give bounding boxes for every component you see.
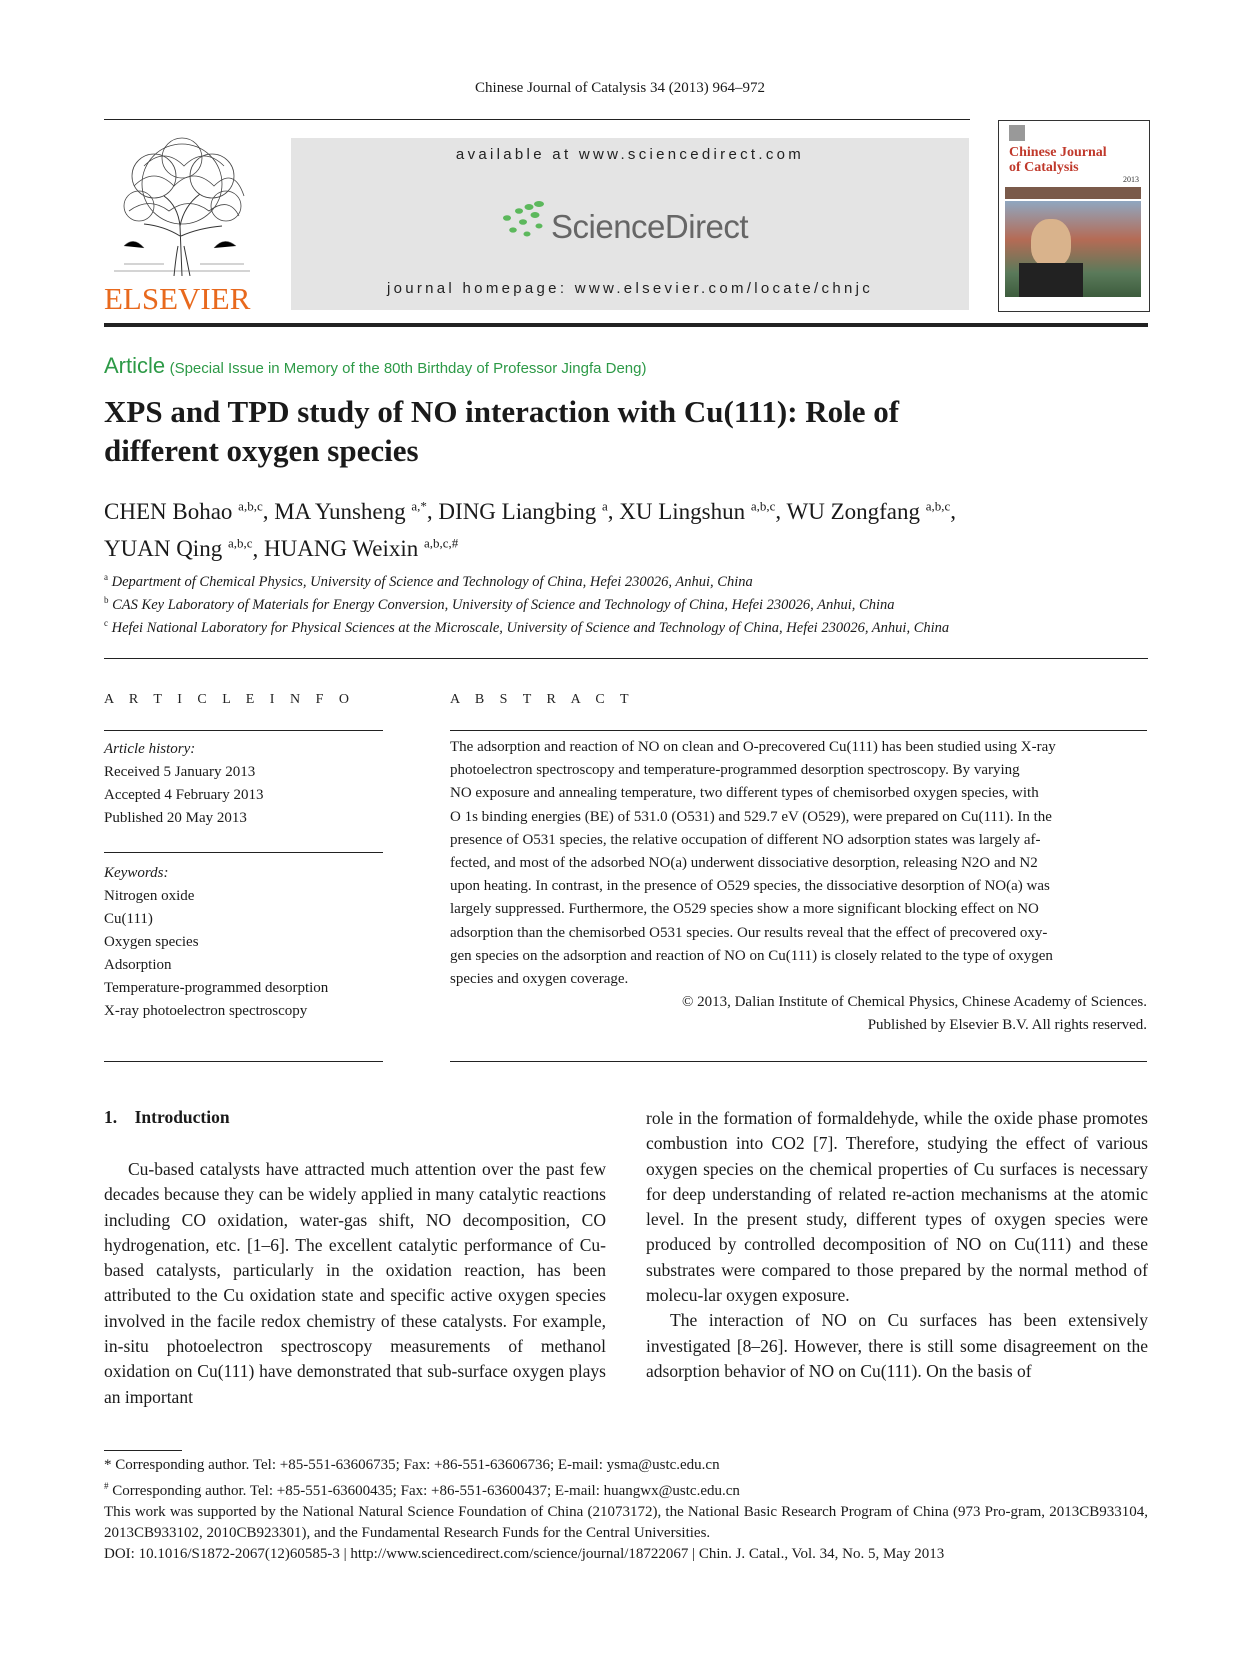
intro-paragraph-1-continued: role in the formation of formaldehyde, while the oxide phase promotes combustion into CO2 [7]. Therefore, studying the effect of various oxygen species on the chemical properties of Cu surfaces is necessary for deep understanding of related re-action mechanisms at the atomic level. In the present study, different types of oxygen species were produced by controlled decomposition of NO on Cu(111) and these substrates were compared to those prepared by the normal method of molecu-lar oxygen exposure.	[646, 1108, 1148, 1306]
header-rule	[104, 119, 970, 120]
body-left-column	[104, 1157, 606, 1410]
abstract-bottom-rule	[450, 1061, 1147, 1062]
cover-year: 2013	[1123, 175, 1139, 184]
introduction-heading: 1. Introduction	[104, 1107, 230, 1127]
journal-citation: Chinese Journal of Catalysis 34 (2013) 964–972	[475, 80, 765, 96]
affiliation-c: $^c$ Hefei National Laboratory for Physical Sciences at the Microscale, University of Science and Technology of China, Hefei 230026, Anhui, China	[104, 618, 950, 636]
article-info-heading: A R T I C L E I N F O	[104, 692, 355, 707]
intro-paragraph-1: Cu-based catalysts have attracted much attention over the past few decades because they can be widely applied in many catalytic reactions including CO oxidation, water-gas shift, NO decomposition, CO hydrogenation, etc. [1–6]. The excellent catalytic performance of Cu-based catalysts, particularly in the oxidation reaction, has been attributed to the Cu oxidation state and specific active oxygen species involved in the facile redox chemistry of these catalysts. For example, in-situ photoelectron spectroscopy measurements of methanol oxidation on Cu(111) have demonstrated that sub-surface oxygen plays an important	[104, 1159, 606, 1407]
corresponding-author-2: # Corresponding author. Tel: +85-551-63600435; Fax: +86-551-63600437; E-mail: huangwx@ustc.edu.cn	[104, 1481, 740, 1499]
header-thick-rule	[104, 323, 1148, 327]
affiliation-rule	[104, 658, 1148, 659]
elsevier-tree-logo	[104, 136, 260, 276]
accepted-date: Accepted 4 February 2013	[104, 787, 264, 803]
footnotes	[104, 1455, 1148, 1565]
special-issue-note: (Special Issue in Memory of the 80th Birthday of Professor Jingfa Deng)	[169, 360, 647, 377]
history-rule	[104, 852, 383, 853]
author-list: CHEN Bohao $^{a,b,c}$, MA Yunsheng $^{a,*}$, DING Liangbing $^a$, XU Lingshun $^{a,b,c}$, WU Zongfang $^{a,b,c}$, YUAN Qing $^{a,b,c}$, HUANG Weixin $^{a,b,c,\#}$	[104, 498, 957, 562]
author[interactable]: MA Yunsheng $^{a,*}$	[274, 498, 427, 524]
available-at-text[interactable]: available at www.sciencedirect.com	[455, 146, 805, 163]
author[interactable]: XU Lingshun $^{a,b,c}$	[619, 498, 776, 524]
article-info-rule	[104, 730, 383, 731]
keyword: Temperature-programmed desorption	[104, 980, 329, 996]
doi-line[interactable]: DOI: 10.1016/S1872-2067(12)60585-3 | http://www.sciencedirect.com/science/journal/18722067 | Chin. J. Catal., Vol. 34, No. 5, May 2013	[104, 1546, 945, 1562]
journal-cover-thumbnail	[998, 120, 1150, 312]
article-history	[104, 738, 384, 830]
abstract-heading: A B S T R A C T	[450, 692, 635, 707]
affiliation-b: $^b$ CAS Key Laboratory of Materials for Energy Conversion, University of Science and Technology of China, Hefei 230026, Anhui, China	[104, 595, 895, 613]
author[interactable]: CHEN Bohao $^{a,b,c}$	[104, 498, 263, 524]
history-label: Article history:	[104, 741, 196, 757]
intro-paragraph-2: The interaction of NO on Cu surfaces has been extensively investigated [8–26]. However, there is still some disagreement on the adsorption behavior of NO on Cu(111). On the basis of	[646, 1310, 1148, 1381]
article-type: Article	[104, 353, 166, 378]
author[interactable]: HUANG Weixin $^{a,b,c,\#}$	[264, 535, 459, 562]
keywords-label: Keywords:	[104, 865, 169, 881]
published-date: Published 20 May 2013	[104, 810, 247, 826]
affiliation-a: $^a$ Department of Chemical Physics, University of Science and Technology of China, Hefei 230026, Anhui, China	[104, 572, 753, 590]
cover-portrait-face	[1031, 219, 1071, 267]
author[interactable]: WU Zongfang $^{a,b,c}$	[786, 498, 951, 524]
keyword: Cu(111)	[104, 911, 153, 927]
cover-banner	[1005, 187, 1141, 199]
cover-logo	[1009, 125, 1025, 141]
cover-title: Chinese Journal of Catalysis	[1009, 145, 1107, 175]
keyword: Nitrogen oxide	[104, 888, 195, 904]
journal-homepage-text[interactable]: journal homepage: www.elsevier.com/locate/chnjc	[386, 280, 874, 297]
cover-portrait-suit	[1019, 263, 1083, 297]
sciencedirect-dots-icon	[499, 198, 549, 242]
keyword: Adsorption	[104, 957, 172, 973]
keywords-block	[104, 862, 384, 1023]
author[interactable]: DING Liangbing $^a$	[438, 498, 608, 524]
abstract-rule	[450, 730, 1147, 731]
keywords-rule	[104, 1061, 383, 1062]
sciencedirect-wordmark: ScienceDirect	[551, 208, 749, 245]
keyword: Oxygen species	[104, 934, 199, 950]
received-date: Received 5 January 2013	[104, 764, 256, 780]
footnote-rule	[104, 1450, 182, 1451]
author[interactable]: YUAN Qing $^{a,b,c}$	[104, 535, 253, 562]
sciencedirect-banner	[291, 138, 969, 310]
keyword: X-ray photoelectron spectroscopy	[104, 1003, 308, 1019]
abstract-text: The adsorption and reaction of NO on clean and O-precovered Cu(111) has been studied using X-ray photoelectron spectroscopy and temperature-programmed desorption spectroscopy. By varying NO exposure and annealing temperature, two different types of chemisorbed oxygen species, with O 1s binding energies (BE) of 531.0 (O531) and 529.7 eV (O529), were prepared on Cu(111). In the presence of O531 species, the relative occupation of different NO adsorption states was largely af- fected, and most of the adsorbed NO(a) underwent dissociative desorption, releasing N2O and N2 upon heating. In contrast, in the presence of O529 species, the dissociative desorption of NO(a) was largely suppressed. Furthermore, the O529 species show a more significant blocking effect on NO adsorption than the chemisorbed O531 species. Our results reveal that the effect of precovered oxy- gen species on the adsorption and reaction of NO on Cu(111) is closely related to the type of oxygen species and oxygen coverage.	[450, 739, 1056, 988]
article-type-label	[104, 353, 646, 379]
copyright-notice: © 2013, Dalian Institute of Chemical Physics, Chinese Academy of Sciences. Published by Elsevier B.V. All rights reserved.	[681, 994, 1147, 1033]
elsevier-wordmark: ELSEVIER	[104, 281, 251, 316]
cover-photo	[1005, 201, 1141, 297]
article-title: XPS and TPD study of NO interaction with Cu(111): Role of different oxygen species	[104, 394, 900, 468]
body-right-column	[646, 1106, 1148, 1384]
corresponding-author-1: * Corresponding author. Tel: +85-551-63606735; Fax: +86-551-63606736; E-mail: ysma@ustc.edu.cn	[104, 1457, 720, 1473]
funding-note: This work was supported by the National Natural Science Foundation of China (21073172), the National Basic Research Program of China (973 Pro-gram, 2013CB933104, 2013CB933102, 2010CB923301), and the Fundamental Research Funds for the Central Universities.	[104, 1504, 1148, 1541]
